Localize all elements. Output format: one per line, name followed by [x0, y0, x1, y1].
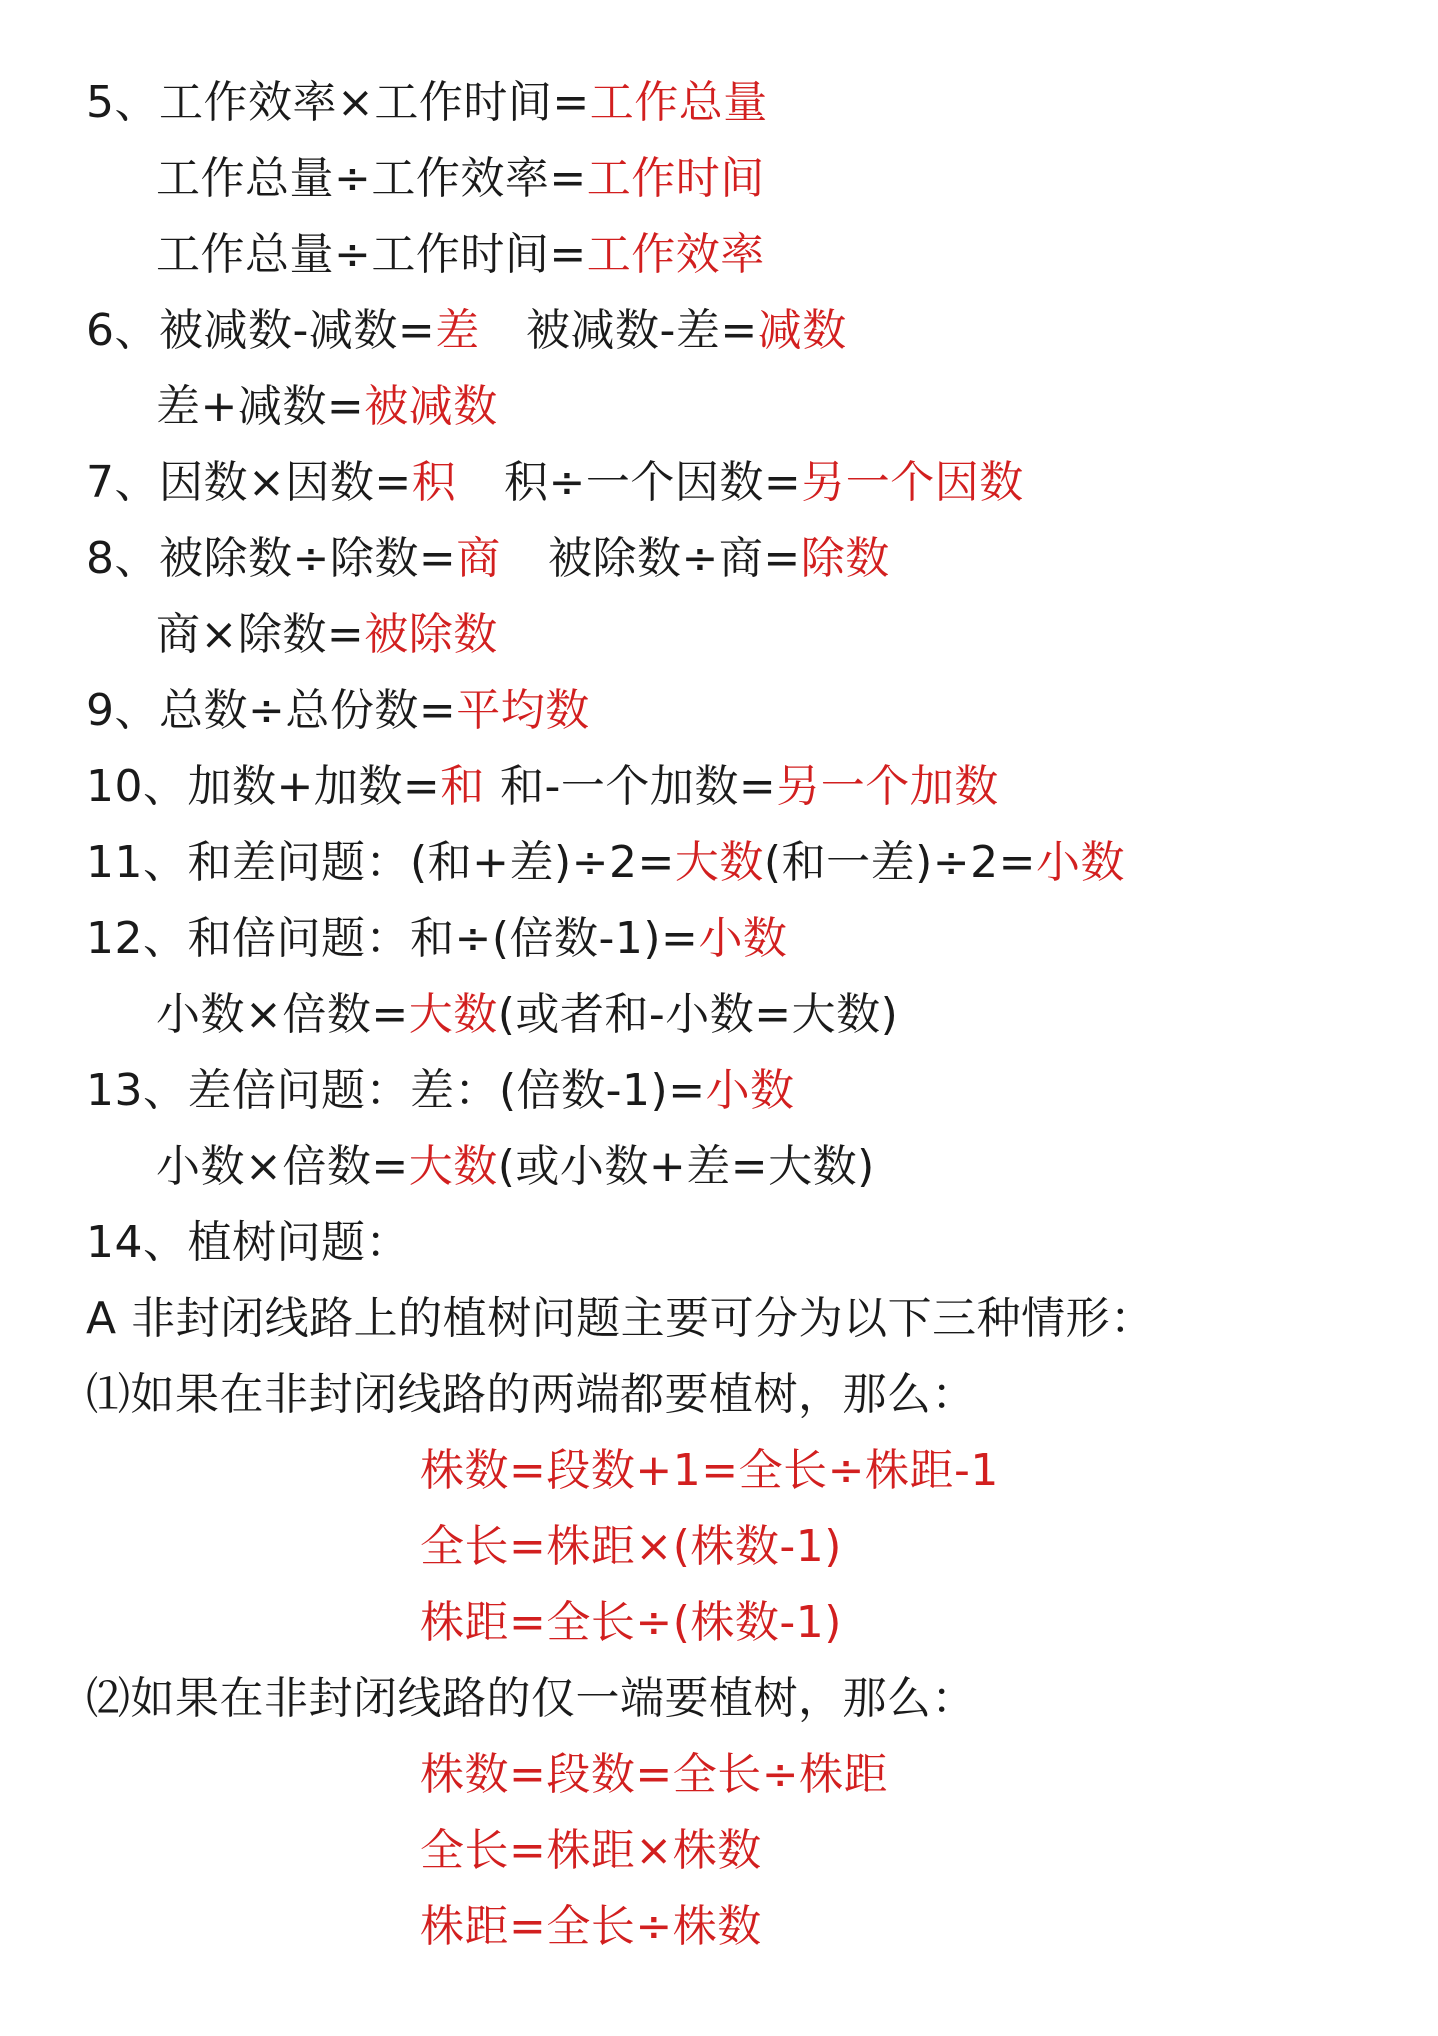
formula-line [500, 757, 999, 817]
formula-answer: 小数 [698, 913, 788, 964]
formula-text: (或者和-小数=大数) [497, 989, 899, 1040]
formula-answer: 减数 [757, 305, 847, 356]
formula-text: 商×除数= [156, 609, 365, 660]
case-heading [86, 1365, 976, 1425]
formula-answer: 小数 [1035, 837, 1125, 888]
formula-line [420, 1821, 762, 1881]
formula-answer: 和 [440, 761, 485, 812]
formula-text: 12、和倍问题：和÷(倍数-1)= [86, 913, 699, 964]
paragraph-text: A 非封闭线路上的植树问题主要可分为以下三种情形： [86, 1293, 1155, 1344]
formula-answer: 株距=全长÷(株数-1) [420, 1597, 842, 1648]
formula-line [156, 1137, 875, 1197]
formula-answer: 大数 [408, 1141, 498, 1192]
formula-answer: 积 [411, 457, 457, 508]
formula-text: 小数×倍数= [156, 989, 409, 1040]
section-heading [86, 1213, 410, 1273]
formula-line [156, 985, 898, 1045]
formula-text: 被减数-差= [526, 305, 758, 356]
formula-line [420, 1517, 842, 1577]
formula-answer: 株数=段数+1=全长÷株距-1 [420, 1445, 999, 1496]
formula-text: 11、和差问题：(和+差)÷2= [86, 837, 675, 888]
formula-answer: 平均数 [456, 685, 590, 736]
formula-text: 积÷一个因数= [504, 457, 802, 508]
formula-text: 13、差倍问题：差：(倍数-1)= [86, 1065, 706, 1116]
formula-line [86, 453, 456, 513]
case-text: ⑵如果在非封闭线路的仅一端要植树，那么： [86, 1673, 976, 1724]
formula-line [86, 757, 485, 817]
formula-line [86, 833, 1125, 893]
formula-answer: 工作效率 [586, 229, 765, 280]
formula-answer: 大数 [408, 989, 498, 1040]
formula-text: 差+减数= [156, 381, 365, 432]
formula-text: 8、被除数÷除数= [86, 533, 457, 584]
formula-text: 工作总量÷工作效率= [156, 153, 587, 204]
formula-answer: 另一个加数 [776, 761, 999, 812]
formula-line [156, 225, 765, 285]
formula-line [86, 1061, 795, 1121]
formula-answer: 全长=株距×株数 [420, 1825, 762, 1876]
formula-answer: 差 [435, 305, 480, 356]
formula-text: 小数×倍数= [156, 1141, 409, 1192]
formula-text: (或小数+差=大数) [497, 1141, 875, 1192]
heading-text: 14、植树问题： [86, 1217, 410, 1268]
formula-answer: 商 [456, 533, 501, 584]
formula-answer: 大数 [674, 837, 764, 888]
formula-answer: 株数=段数=全长÷株距 [420, 1749, 889, 1800]
formula-answer: 被除数 [364, 609, 498, 660]
formula-line [420, 1441, 999, 1501]
formula-answer: 株距=全长÷株数 [420, 1901, 762, 1952]
formula-answer: 除数 [800, 533, 890, 584]
section-paragraph [86, 1289, 1155, 1349]
formula-text: 工作总量÷工作时间= [156, 229, 587, 280]
formula-answer: 全长=株距×(株数-1) [420, 1521, 842, 1572]
formula-line [86, 529, 501, 589]
formula-text: 5、工作效率×工作时间= [86, 77, 590, 128]
formula-text: 和-一个加数= [500, 761, 777, 812]
formula-line [86, 73, 768, 133]
formula-answer: 工作时间 [586, 153, 765, 204]
formula-line [156, 377, 498, 437]
formula-text: 7、因数×因数= [86, 457, 412, 508]
formula-text: 被除数÷商= [548, 533, 801, 584]
formula-text: 10、加数+加数= [86, 761, 441, 812]
formula-line [156, 149, 765, 209]
formula-line [504, 453, 1024, 513]
formula-answer: 被减数 [364, 381, 498, 432]
case-text: ⑴如果在非封闭线路的两端都要植树，那么： [86, 1369, 976, 1420]
formula-line [548, 529, 890, 589]
formula-line [420, 1745, 888, 1805]
formula-line [420, 1593, 842, 1653]
formula-text: 6、被减数-减数= [86, 305, 436, 356]
formula-text: (和一差)÷2= [763, 837, 1036, 888]
formula-line [420, 1897, 762, 1957]
formula-line [86, 681, 590, 741]
formula-line [86, 909, 787, 969]
formula-line [526, 301, 847, 361]
formula-answer: 小数 [705, 1065, 795, 1116]
case-heading [86, 1669, 976, 1729]
formula-line [86, 301, 480, 361]
formula-text: 9、总数÷总份数= [86, 685, 457, 736]
formula-answer: 另一个因数 [801, 457, 1024, 508]
formula-line [156, 605, 498, 665]
formula-answer: 工作总量 [589, 77, 768, 128]
